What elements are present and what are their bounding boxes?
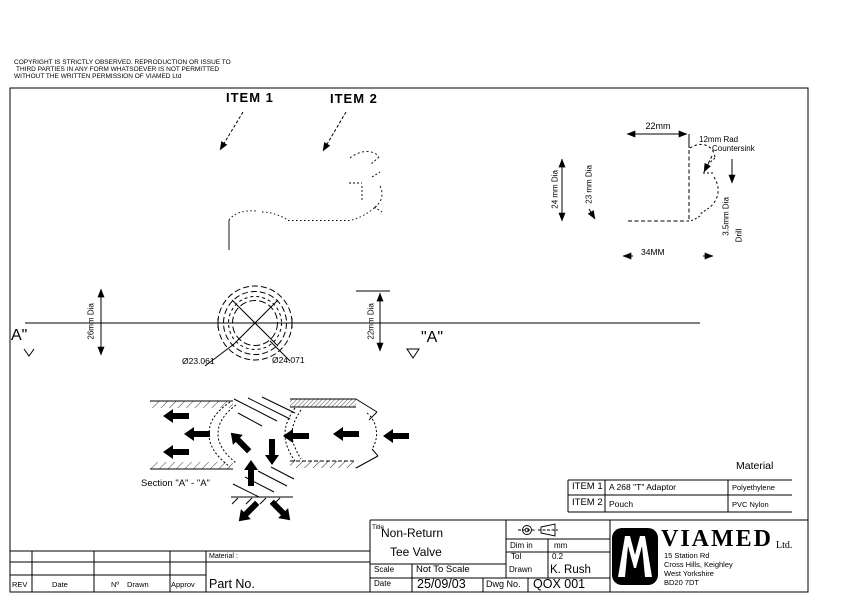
company-address-line2: Cross Hills, Keighley: [664, 560, 733, 569]
date-value: 25/09/03: [417, 577, 466, 591]
flow-arrow-left-icon: [383, 429, 409, 443]
tol-field-label: Tol: [511, 552, 522, 561]
plan-view-linework: [24, 286, 700, 366]
flow-arrow-left-icon: [163, 445, 189, 459]
tol-value: 0.2: [552, 552, 564, 561]
dim-24mm-dia: 24 mm Dia: [550, 170, 560, 209]
flow-arrow-left-icon: [184, 427, 210, 441]
material-row-description: Pouch: [609, 499, 634, 509]
countersink-label: Countersink: [712, 144, 755, 153]
section-marker-right: "A": [421, 329, 444, 346]
flow-arrow-down-icon: [265, 439, 279, 465]
copyright-notice-line2: THIRD PARTIES IN ANY FORM WHATSOEVER IS NOT PERMITTED: [16, 66, 220, 73]
drawn-field-label: Drawn: [509, 565, 533, 574]
drawn-value: K. Rush: [550, 564, 591, 576]
dim-23mm-dia: 23 mm Dia: [584, 165, 594, 204]
viamed-logo: [612, 528, 658, 585]
rev-column-label: REV: [12, 580, 28, 589]
dia-label-24-071: Ø24.071: [272, 355, 305, 365]
scale-field-label: Scale: [374, 565, 395, 574]
material-row-item: ITEM 2: [572, 497, 603, 508]
dim-in-field-label: Dim in: [510, 541, 533, 550]
drawing-title-line1: Non-Return: [381, 526, 444, 540]
section-marker-left: A": [11, 327, 28, 344]
item-leader-arrows: [220, 112, 346, 151]
section-aa-label: Section "A" - "A": [141, 478, 210, 489]
part-no-label: Part No.: [209, 577, 255, 591]
dia-label-23-061: Ø23.061: [182, 356, 215, 366]
copyright-notice-line1: COPYRIGHT IS STRICTLY OBSERVED. REPRODUCTION OR ISSUE TO: [14, 59, 231, 66]
company-address-line3: West Yorkshire: [664, 569, 714, 578]
drawn-column-label: Drawn: [127, 580, 149, 589]
company-name: VIAMED: [661, 526, 773, 552]
dim-12mm-rad: 12mm Rad: [699, 135, 739, 144]
company-address-line4: BD20 7DT: [664, 578, 700, 587]
title-field-label: Title: [372, 524, 385, 531]
approv-column-label: Approv: [171, 580, 195, 589]
material-row-item: ITEM 1: [572, 481, 603, 492]
sheet-border: [10, 88, 808, 592]
dim-34mm: 34MM: [641, 247, 665, 257]
dim-22mm-dia: 22mm Dia: [366, 303, 376, 340]
material-row-material: Polyethylene: [732, 483, 775, 492]
copyright-notice-line3: WITHOUT THE WRITTEN PERMISSION OF VIAMED Ltd: [14, 73, 182, 80]
number-column-label: Nº: [111, 580, 120, 589]
scale-value: Not To Scale: [416, 564, 470, 575]
date-field-label: Date: [374, 579, 391, 588]
dim-22mm: 22mm: [645, 121, 671, 131]
dim-26mm-dia: 26mm Dia: [86, 303, 96, 340]
flow-arrow-upleft-icon: [226, 428, 254, 456]
material-row-material: PVC Nylon: [732, 500, 769, 509]
material-table-header: Material: [736, 460, 774, 472]
flow-arrow-downright-icon: [267, 497, 295, 525]
drill-label: Drill: [734, 228, 744, 243]
dwg-no-value: QOX 001: [533, 577, 586, 591]
flow-arrow-left-icon: [163, 409, 189, 423]
drawing-title-line2: Tee Valve: [390, 545, 442, 559]
flow-arrow-left-icon: [283, 429, 309, 443]
material-field-label: Material :: [209, 553, 238, 560]
assembly-profile: [229, 151, 382, 250]
date-column-label: Date: [52, 580, 68, 589]
item2-label: ITEM 2: [330, 91, 378, 106]
company-address-line1: 15 Station Rd: [664, 551, 710, 560]
flow-arrow-left-icon: [333, 427, 359, 441]
item1-label: ITEM 1: [226, 90, 274, 105]
company-suffix: Ltd.: [776, 540, 793, 551]
dwg-no-field-label: Dwg No.: [486, 579, 521, 589]
material-row-description: A 268 "T" Adaptor: [609, 482, 676, 492]
dim-in-value: mm: [554, 541, 568, 550]
projection-symbol-icon: [518, 524, 558, 536]
dim-3-5mm-dia: 3.5mm Dia: [721, 197, 731, 236]
